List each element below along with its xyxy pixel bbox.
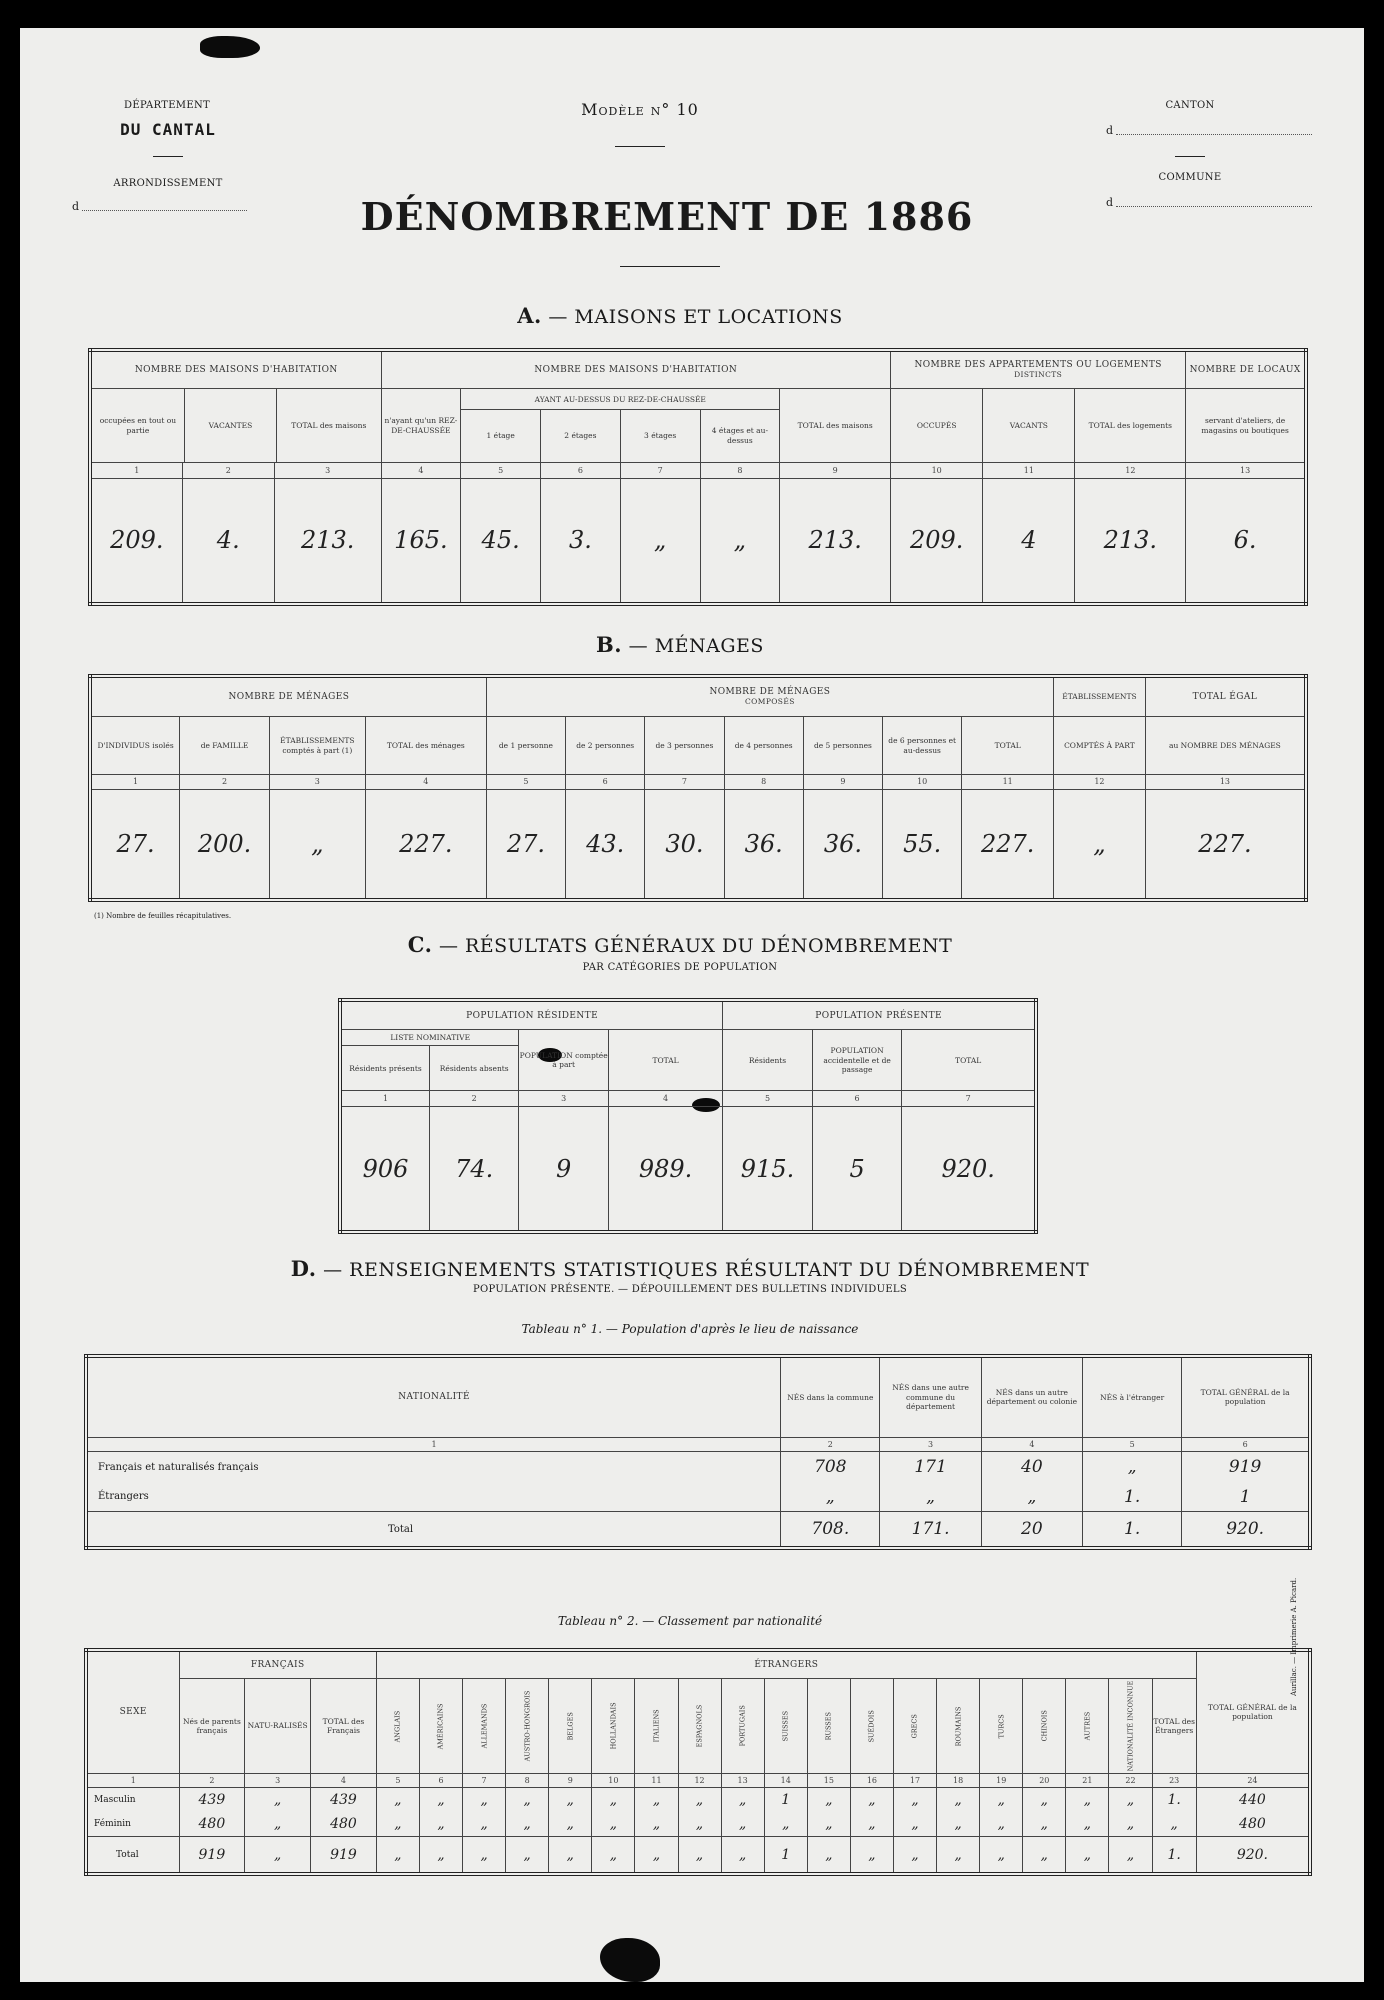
col-header: NÉS dans un autre département ou colonie [981, 1356, 1082, 1437]
data-cell: „ [1023, 1837, 1066, 1874]
column-number: 5 [723, 1091, 813, 1107]
column-number: 1 [86, 1773, 179, 1787]
column-number: 21 [1066, 1773, 1109, 1787]
column-number: 4 [311, 1773, 377, 1787]
col-header: ANGLAIS [376, 1679, 419, 1773]
data-cell: 919 [179, 1837, 245, 1874]
printer-note: Aurillac. — Imprimerie A. Picard. [1290, 1577, 1298, 1696]
row-label: Masculin [86, 1788, 179, 1813]
group-header: NOMBRE DES APPARTEMENTS OU LOGEMENTS DISTINCTS [891, 350, 1186, 389]
data-cell: „ [721, 1837, 764, 1874]
section-d-title: D. — RENSEIGNEMENTS STATISTIQUES RÉSULTANT DU DÉNOMBREMENT [290, 1256, 1090, 1281]
data-cell: 920. [1182, 1512, 1310, 1548]
sub-header: LISTE NOMINATIVE [340, 1030, 519, 1046]
col-header: BELGES [549, 1679, 592, 1773]
col-header: SUÉDOIS [850, 1679, 893, 1773]
column-number: 2 [180, 775, 270, 789]
col-header: Résidents présents [340, 1045, 430, 1090]
group-header: NOMBRE DE LOCAUX [1186, 350, 1306, 389]
col-header: TOTAL des Étrangers [1152, 1679, 1196, 1773]
data-cell: 439 [311, 1788, 377, 1813]
data-cell: 45. [461, 478, 541, 604]
data-cell: „ [850, 1812, 893, 1837]
data-cell: 3. [541, 478, 621, 604]
col-header: TOTAL [902, 1030, 1036, 1091]
data-cell: 171 [880, 1452, 981, 1482]
data-cell: „ [981, 1482, 1082, 1512]
data-cell: 27. [90, 789, 180, 900]
data-cell: „ [980, 1788, 1023, 1813]
col-header: ESPAGNOLS [678, 1679, 721, 1773]
data-cell: „ [269, 789, 365, 900]
column-number: 12 [1054, 775, 1146, 789]
row-label: Féminin [86, 1812, 179, 1837]
col-header: de 3 personnes [645, 716, 724, 775]
col-header: servant d'ateliers, de magasins ou boutiques [1186, 389, 1306, 462]
column-number: 13 [1186, 462, 1306, 478]
commune-line [1116, 206, 1312, 207]
data-cell: „ [592, 1837, 635, 1874]
column-number: 24 [1196, 1773, 1310, 1787]
row-label: Total [86, 1837, 179, 1874]
section-c-subtitle: PAR CATÉGORIES DE POPULATION [582, 962, 778, 973]
data-cell: 213. [274, 478, 381, 604]
data-cell: „ [245, 1837, 311, 1874]
data-cell: 55. [883, 789, 962, 900]
data-cell: „ [549, 1812, 592, 1837]
section-a-title: A. — MAISONS ET LOCATIONS [517, 303, 843, 328]
column-number: 1 [86, 1437, 781, 1452]
data-cell: 708 [781, 1452, 880, 1482]
group-header: ÉTABLISSEMENTS [1054, 676, 1146, 716]
data-cell: 40 [981, 1452, 1082, 1482]
data-cell: 209. [90, 478, 182, 604]
data-cell: „ [721, 1788, 764, 1813]
col-header: POPULATION accidentelle et de passage [812, 1030, 902, 1091]
column-number: 7 [645, 775, 724, 789]
col-header: 2 étages [541, 409, 621, 462]
column-number: 6 [566, 775, 645, 789]
data-cell: 919 [1182, 1452, 1310, 1482]
column-number: 8 [700, 462, 780, 478]
data-cell: „ [506, 1812, 549, 1837]
data-cell: „ [807, 1837, 850, 1874]
column-number: 11 [635, 1773, 678, 1787]
col-header: TOTAL [962, 716, 1054, 775]
column-number: 11 [983, 462, 1075, 478]
d-prefix: d [1106, 196, 1114, 209]
column-number: 2 [182, 462, 274, 478]
col-header: RUSSES [807, 1679, 850, 1773]
data-cell: „ [700, 478, 780, 604]
group-header: TOTAL ÉGAL [1145, 676, 1306, 716]
data-cell: 165. [381, 478, 461, 604]
column-number: 8 [724, 775, 803, 789]
data-cell: „ [893, 1837, 936, 1874]
column-number: 2 [781, 1437, 880, 1452]
col-header: TOTAL GÉNÉRAL de la population [1182, 1356, 1310, 1437]
data-cell: 200. [180, 789, 270, 900]
data-cell: 213. [780, 478, 891, 604]
data-cell: 1. [1152, 1788, 1196, 1813]
data-cell: „ [781, 1482, 880, 1512]
data-cell: „ [376, 1837, 419, 1874]
col-header: D'INDIVIDUS isolés [90, 716, 180, 775]
col-header: NATIONALITÉ INCONNUE [1109, 1679, 1152, 1773]
column-number: 3 [880, 1437, 981, 1452]
col-header: COMPTÉS À PART [1054, 716, 1146, 775]
table-menages [88, 674, 1308, 902]
col-header: GRECS [893, 1679, 936, 1773]
group-header: NOMBRE DES MAISONS D'HABITATION [381, 350, 891, 389]
section-d-subtitle: POPULATION PRÉSENTE. — DÉPOUILLEMENT DES BULLETINS INDIVIDUELS [472, 1284, 908, 1295]
data-cell: „ [245, 1812, 311, 1837]
col-header: Résidents absents [430, 1045, 519, 1090]
column-number: 17 [893, 1773, 936, 1787]
column-number: 7 [620, 462, 700, 478]
group-header: NOMBRE DE MÉNAGES COMPOSÉS [486, 676, 1053, 716]
data-cell: 20 [981, 1512, 1082, 1548]
arrondissement-line [82, 210, 247, 211]
col-header: HOLLANDAIS [592, 1679, 635, 1773]
data-cell: 1. [1152, 1837, 1196, 1874]
data-cell: 36. [724, 789, 803, 900]
col-header: NÉS dans une autre commune du département [880, 1356, 981, 1437]
data-cell: 920. [1196, 1837, 1310, 1874]
data-cell: „ [893, 1788, 936, 1813]
column-number: 4 [381, 462, 461, 478]
column-number: 14 [764, 1773, 807, 1787]
commune-label: COMMUNE [1158, 172, 1222, 183]
column-number: 3 [519, 1091, 609, 1107]
col-header: TOTAL des logements [1075, 389, 1186, 462]
col-header: de 5 personnes [803, 716, 882, 775]
data-cell: „ [937, 1812, 980, 1837]
census-sheet [20, 28, 1364, 1982]
column-number: 13 [721, 1773, 764, 1787]
data-cell: 4. [182, 478, 274, 604]
column-number: 2 [430, 1091, 519, 1107]
col-header: NATIONALITÉ [86, 1356, 781, 1437]
row-label: Total [86, 1512, 781, 1548]
column-number: 23 [1152, 1773, 1196, 1787]
column-number: 11 [962, 775, 1054, 789]
data-cell: 36. [803, 789, 882, 900]
column-number: 1 [90, 775, 180, 789]
col-header: 1 étage [461, 409, 541, 462]
data-cell: „ [1152, 1812, 1196, 1837]
data-cell: 4 [983, 478, 1075, 604]
col-header: de 4 personnes [724, 716, 803, 775]
col-header: 3 étages [620, 409, 700, 462]
data-cell: 30. [645, 789, 724, 900]
group-header: FRANÇAIS [179, 1650, 376, 1679]
data-cell: 9 [519, 1107, 609, 1232]
column-number: 1 [340, 1091, 430, 1107]
data-cell: „ [1066, 1788, 1109, 1813]
page-title: DÉNOMBREMENT DE 1886 [360, 194, 974, 239]
data-cell: 74. [430, 1107, 519, 1232]
col-header: de FAMILLE [180, 716, 270, 775]
table-nationalite [84, 1648, 1312, 1876]
d-prefix: d [1106, 124, 1114, 137]
col-header: AMÉRICAINS [419, 1679, 462, 1773]
data-cell: „ [1066, 1837, 1109, 1874]
column-number: 5 [1083, 1437, 1182, 1452]
data-cell: 1. [1083, 1512, 1182, 1548]
data-cell: 480 [1196, 1812, 1310, 1837]
column-number: 4 [365, 775, 486, 789]
col-header: VACANTS [983, 389, 1075, 462]
data-cell: 209. [891, 478, 983, 604]
data-cell: 1 [764, 1788, 807, 1813]
divider [615, 146, 665, 147]
column-number: 1 [90, 462, 182, 478]
data-cell: 480 [311, 1812, 377, 1837]
column-number: 9 [549, 1773, 592, 1787]
col-header: occupées en tout ou partie VACANTES TOTAL des maisons [90, 389, 381, 462]
data-cell: „ [1054, 789, 1146, 900]
data-cell: 920. [902, 1107, 1036, 1232]
column-number: 6 [1182, 1437, 1310, 1452]
col-header: au NOMBRE DES MÉNAGES [1145, 716, 1306, 775]
data-cell: „ [807, 1812, 850, 1837]
data-cell: „ [850, 1837, 893, 1874]
data-cell: „ [764, 1812, 807, 1837]
divider [1175, 156, 1205, 157]
column-number: 22 [1109, 1773, 1152, 1787]
data-cell: 1 [764, 1837, 807, 1874]
col-header: TOTAL des ménages [365, 716, 486, 775]
column-number: 10 [883, 775, 962, 789]
col-header: PORTUGAIS [721, 1679, 764, 1773]
column-number: 10 [592, 1773, 635, 1787]
data-cell: „ [678, 1812, 721, 1837]
arrondissement-label: ARRONDISSEMENT [113, 178, 223, 189]
data-cell: „ [549, 1788, 592, 1813]
d-prefix: d [72, 200, 80, 213]
col-header: ALLEMANDS [463, 1679, 506, 1773]
data-cell: 6. [1186, 478, 1306, 604]
column-number: 3 [269, 775, 365, 789]
column-number: 4 [981, 1437, 1082, 1452]
col-header: AUTRES [1066, 1679, 1109, 1773]
data-cell: „ [1023, 1788, 1066, 1813]
col-header: SEXE [86, 1650, 179, 1773]
column-number: 8 [506, 1773, 549, 1787]
group-header: POPULATION PRÉSENTE [723, 1000, 1036, 1030]
modele-number: Modèle n° 10 [581, 100, 699, 119]
data-cell: „ [592, 1812, 635, 1837]
data-cell: „ [506, 1788, 549, 1813]
column-number: 7 [463, 1773, 506, 1787]
column-number: 7 [902, 1091, 1036, 1107]
group-header: POPULATION RÉSIDENTE [340, 1000, 723, 1030]
col-header: AUSTRO-HONGROIS [506, 1679, 549, 1773]
departement-value: DU CANTAL [120, 120, 216, 139]
column-number: 15 [807, 1773, 850, 1787]
data-cell: 440 [1196, 1788, 1310, 1813]
data-cell: „ [376, 1812, 419, 1837]
data-cell: 1 [1182, 1482, 1310, 1512]
data-cell: 227. [962, 789, 1054, 900]
col-header: ÉTABLISSEMENTS comptés à part (1) [269, 716, 365, 775]
data-cell: „ [678, 1837, 721, 1874]
data-cell: „ [419, 1812, 462, 1837]
data-cell: „ [880, 1482, 981, 1512]
data-cell: „ [419, 1788, 462, 1813]
data-cell: „ [506, 1837, 549, 1874]
column-number: 5 [376, 1773, 419, 1787]
col-header: n'ayant qu'un REZ-DE-CHAUSSÉE [381, 389, 461, 462]
departement-label: DÉPARTEMENT [124, 100, 210, 111]
data-cell: 915. [723, 1107, 813, 1232]
col-header: TOTAL des Français [311, 1679, 377, 1773]
col-header: TURCS [980, 1679, 1023, 1773]
data-cell: „ [721, 1812, 764, 1837]
column-number: 3 [245, 1773, 311, 1787]
data-cell: 43. [566, 789, 645, 900]
column-number: 5 [461, 462, 541, 478]
data-cell: „ [937, 1788, 980, 1813]
table-naissance [84, 1354, 1312, 1550]
col-header: de 1 personne [486, 716, 565, 775]
data-cell: 27. [486, 789, 565, 900]
column-number: 12 [678, 1773, 721, 1787]
data-cell: „ [635, 1812, 678, 1837]
column-number: 9 [780, 462, 891, 478]
footnote: (1) Nombre de feuilles récapitulatives. [94, 912, 232, 920]
data-cell: 906 [340, 1107, 430, 1232]
data-cell: „ [1066, 1812, 1109, 1837]
data-cell: „ [1109, 1788, 1152, 1813]
data-cell: „ [592, 1788, 635, 1813]
data-cell: „ [620, 478, 700, 604]
column-number: 3 [274, 462, 381, 478]
data-cell: „ [893, 1812, 936, 1837]
data-cell: 227. [1145, 789, 1306, 900]
data-cell: „ [463, 1788, 506, 1813]
column-number: 4 [608, 1091, 722, 1107]
col-header: de 6 personnes et au-dessus [883, 716, 962, 775]
col-header: de 2 personnes [566, 716, 645, 775]
divider [153, 156, 183, 157]
tableau1-caption: Tableau n° 1. — Population d'après le lieu de naissance [521, 1322, 859, 1336]
data-cell: 227. [365, 789, 486, 900]
data-cell: „ [376, 1788, 419, 1813]
data-cell: 5 [812, 1107, 902, 1232]
column-number: 12 [1075, 462, 1186, 478]
column-number: 20 [1023, 1773, 1066, 1787]
data-cell: „ [937, 1837, 980, 1874]
data-cell: „ [1109, 1837, 1152, 1874]
col-header: OCCUPÉS [891, 389, 983, 462]
table-resultats [338, 998, 1038, 1234]
data-cell: „ [850, 1788, 893, 1813]
data-cell: „ [549, 1837, 592, 1874]
data-cell: „ [463, 1812, 506, 1837]
column-number: 6 [812, 1091, 902, 1107]
data-cell: „ [245, 1788, 311, 1813]
column-number: 6 [419, 1773, 462, 1787]
data-cell: „ [678, 1788, 721, 1813]
tableau2-caption: Tableau n° 2. — Classement par nationalité [557, 1614, 823, 1628]
data-cell: 171. [880, 1512, 981, 1548]
column-number: 19 [980, 1773, 1023, 1787]
data-cell: „ [635, 1788, 678, 1813]
data-cell: „ [980, 1812, 1023, 1837]
data-cell: „ [1109, 1812, 1152, 1837]
column-number: 16 [850, 1773, 893, 1787]
group-header: ÉTRANGERS [376, 1650, 1196, 1679]
data-cell: „ [1023, 1812, 1066, 1837]
col-header: ROUMAINS [937, 1679, 980, 1773]
ink-spot [200, 36, 260, 58]
row-label: Étrangers [86, 1482, 781, 1512]
ink-spot [600, 1938, 660, 1982]
data-cell: „ [463, 1837, 506, 1874]
col-header: Nés de parents français [179, 1679, 245, 1773]
canton-label: CANTON [1165, 100, 1215, 111]
data-cell: 919 [311, 1837, 377, 1874]
col-header: ITALIENS [635, 1679, 678, 1773]
data-cell: 989. [608, 1107, 722, 1232]
column-number: 2 [179, 1773, 245, 1787]
col-header: TOTAL [608, 1030, 722, 1091]
section-b-title: B. — MÉNAGES [596, 632, 764, 657]
column-number: 5 [486, 775, 565, 789]
data-cell: „ [1083, 1452, 1182, 1482]
section-c-title: C. — RÉSULTATS GÉNÉRAUX DU DÉNOMBREMENT [407, 932, 953, 957]
title-ornament [620, 266, 720, 267]
col-header: NÉS à l'étranger [1083, 1356, 1182, 1437]
col-header: TOTAL GÉNÉRAL de la population [1196, 1650, 1310, 1773]
data-cell: „ [635, 1837, 678, 1874]
data-cell: 439 [179, 1788, 245, 1813]
group-header: NOMBRE DE MÉNAGES [90, 676, 486, 716]
col-header: POPULATION comptée à part [519, 1030, 609, 1091]
col-header: SUISSES [764, 1679, 807, 1773]
sub-header: AYANT AU-DESSUS DU REZ-DE-CHAUSSÉE [461, 389, 780, 410]
column-number: 18 [937, 1773, 980, 1787]
column-number: 13 [1145, 775, 1306, 789]
data-cell: „ [419, 1837, 462, 1874]
col-header: NATU-RALISÉS [245, 1679, 311, 1773]
group-header: NOMBRE DES MAISONS D'HABITATION [90, 350, 381, 389]
row-label: Français et naturalisés français [86, 1452, 781, 1482]
col-header: Résidents [723, 1030, 813, 1091]
canton-line [1116, 134, 1312, 135]
table-maisons [88, 348, 1308, 606]
col-header: CHINOIS [1023, 1679, 1066, 1773]
col-header: NÉS dans la commune [781, 1356, 880, 1437]
col-header: TOTAL des maisons [780, 389, 891, 462]
col-header: 4 étages et au-dessus [700, 409, 780, 462]
column-number: 10 [891, 462, 983, 478]
data-cell: 708. [781, 1512, 880, 1548]
data-cell: „ [980, 1837, 1023, 1874]
data-cell: 1. [1083, 1482, 1182, 1512]
column-number: 9 [803, 775, 882, 789]
column-number: 6 [541, 462, 621, 478]
data-cell: 480 [179, 1812, 245, 1837]
data-cell: 213. [1075, 478, 1186, 604]
data-cell: „ [807, 1788, 850, 1813]
